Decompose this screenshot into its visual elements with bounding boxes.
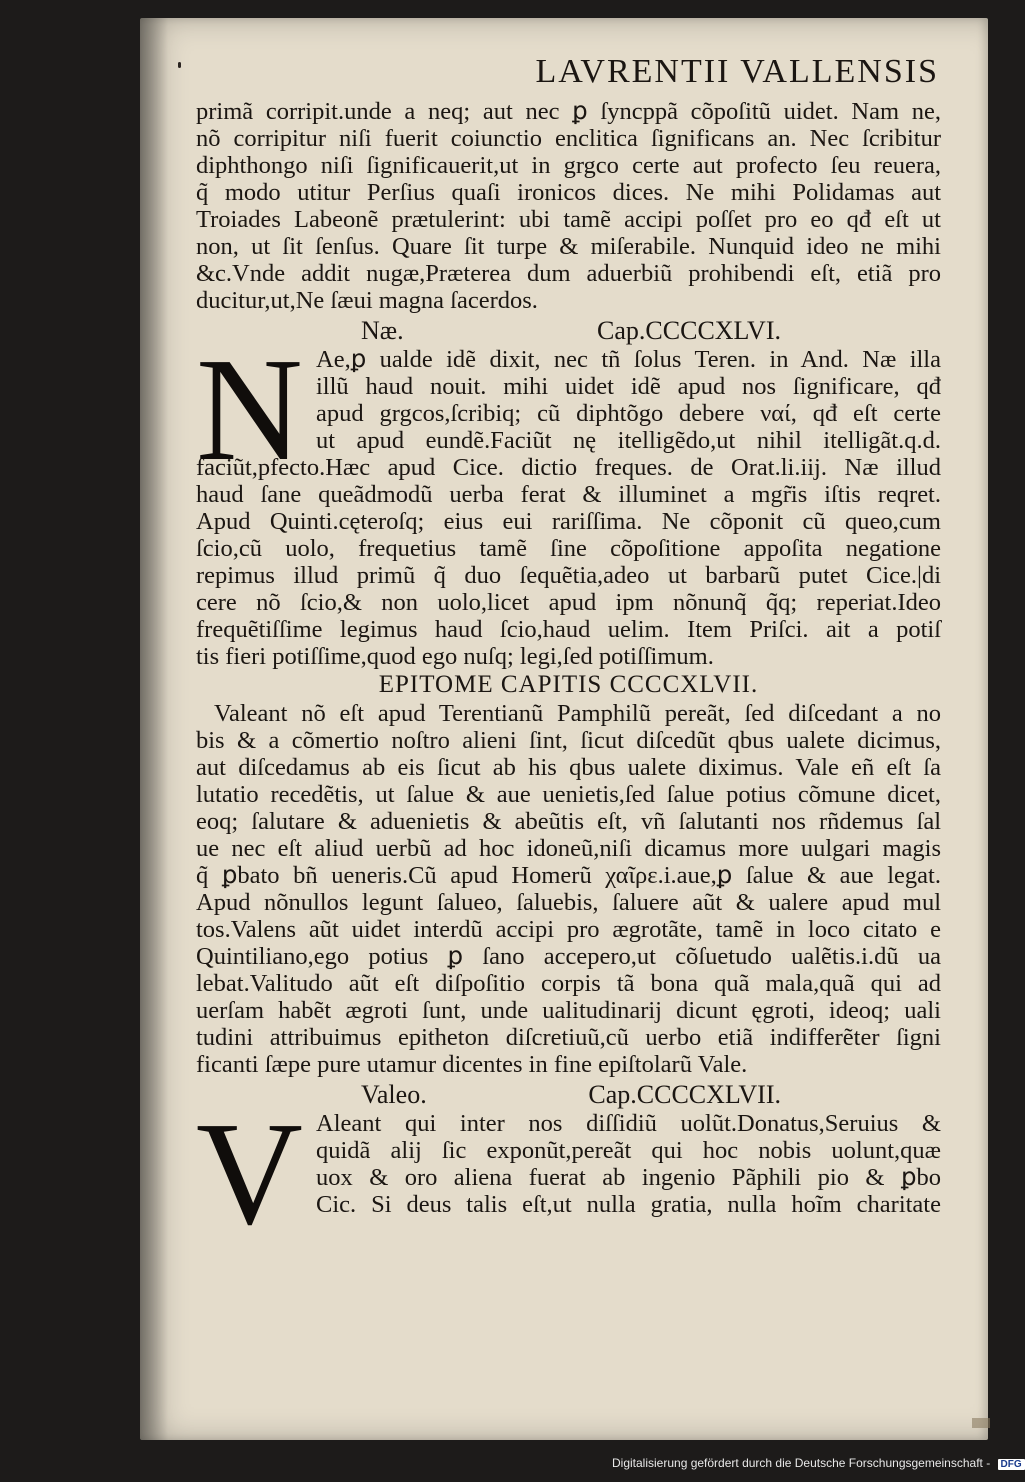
- text-line: primã corripit.unde a neq; aut nec ꝑ ſyncppã cõpoſitũ uidet. Nam ne,: [196, 98, 941, 125]
- credit-text: Digitalisierung gefördert durch die Deutsche Forschungsgemeinschaft -: [612, 1456, 991, 1470]
- text-line: illũ haud nouit. mihi uidet idẽ apud nos ſignificare, qđ: [316, 373, 941, 400]
- text-line: nõ corripitur niſi fuerit coiunctio enclitica ſignificans an. Nec ſcribitur: [196, 125, 941, 152]
- text-line: faciũt,pfecto.Hæc apud Cice. dictio freques. de Orat.li.iij. Næ illud: [196, 454, 941, 481]
- text-line: quidã alij ſic exponũt,pereãt qui hoc nobis uolunt,quæ: [316, 1137, 941, 1164]
- text-line: uerſam habẽt ægroti ſunt, unde ualitudinarij dicunt ęgroti, ideoq; uali: [196, 997, 941, 1024]
- chapter-heading-447: [196, 1080, 941, 1110]
- text-line: q̃ modo utitur Perſius quaſi ironicos dices. Ne mihi Polidamas aut: [196, 179, 941, 206]
- text-line: ficanti ſæpe pure utamur dicentes in fine epiſtolarũ Vale.: [196, 1051, 748, 1078]
- text-line: Apud nõnullos legunt ſalueo, ſaluebis, ſaluere aũt & ualere apud mul: [196, 889, 941, 916]
- text-line: repimus illud primũ q̃ duo ſequẽtia,adeo ut barbarũ putet Cice.|di: [196, 562, 941, 589]
- epitome-body: [196, 700, 941, 1078]
- text-line: eoq; ſalutare & aduenietis & abeũtis eſt, vñ ſalutanti nos rñdemus ſal: [196, 808, 941, 835]
- drop-cap-initial: V: [196, 1092, 303, 1256]
- page-content: [196, 50, 941, 1256]
- text-line: Cic. Si deus talis eſt,ut nulla gratia, nulla hoĩm charitate: [316, 1191, 941, 1218]
- chapter-number: Cap.CCCCXLVI.: [597, 316, 781, 345]
- text-line: tudini attribuimus epitheton diſcretiuũ,cũ uerbo etiã indifferẽter ſigni: [196, 1024, 941, 1051]
- text-line: ducitur,ut,Ne ſæui magna ſacerdos.: [196, 287, 538, 314]
- text-line: uox & oro aliena fuerat ab ingenio Pãphili pio & ꝑbo: [316, 1164, 941, 1191]
- text-line: Aleant qui inter nos diſſidiũ uolũt.Donatus,Seruius &: [316, 1110, 941, 1137]
- chapter-number: Cap.CCCCXLVII.: [588, 1080, 781, 1109]
- chapter-word: Næ.: [361, 316, 404, 345]
- text-line: ſcio,cũ uolo, frequetius tamẽ ſine cõpoſitione appoſita negatione: [196, 535, 941, 562]
- text-line: tos.Valens aũt uidet interdũ accipi pro ægrotãte, tamẽ in loco citato e: [196, 916, 941, 943]
- page-gutter-shadow: [140, 18, 168, 1440]
- text-line: non, ut ſit ſenſus. Quare ſit turpe & miſerabile. Nunquid ideo ne mihi: [196, 233, 941, 260]
- text-line: frequẽtiſſime legimus haud ſcio,haud uelim. Item Priſci. ait a potiſ: [196, 616, 941, 643]
- text-line: bis & a cõmertio noſtro alieni ſint, ſicut diſcedũt qbus ualete dicimus,: [196, 727, 941, 754]
- text-line: Apud Quinti.cęteroſq; eius eui rariſſima. Ne cõponit cũ queo,cum: [196, 508, 941, 535]
- text-line: lutatio recedẽtis, ut ſalue & aue uenietis,ſed ſalue potius cõmune dicet,: [196, 781, 941, 808]
- text-line: Quintiliano,ego potius ꝑ ſano accepero,ut cõſuetudo ualẽtis.i.dũ ua: [196, 943, 941, 970]
- color-scale-marker: [972, 1418, 990, 1428]
- text-line: haud ſane queãdmodũ uerba ferat & illuminet a mgr̃is iſtis reqret.: [196, 481, 941, 508]
- text-line: Valeant nõ eſt apud Terentianũ Pamphilũ pereãt, ſed diſcedant a no: [214, 700, 941, 727]
- chapter-heading-446: [196, 316, 941, 346]
- text-block-1: [196, 98, 941, 314]
- text-line: cere nõ ſcio,& non uolo,licet apud ipm nõnunq̃ q̃q; reperiat.Ideo: [196, 589, 941, 616]
- chapter-word: Valeo.: [361, 1080, 427, 1109]
- text-line: tis fieri potiſſime,quod ego nuſq; legi,ſed potiſſimum.: [196, 643, 714, 670]
- text-line: Ae,ꝑ ualde idẽ dixit, nec tñ ſolus Teren. in And. Næ illa: [316, 346, 941, 373]
- drop-cap-initial: N: [196, 328, 303, 492]
- text-line: diphthongo niſi ſignificauerit,ut in grgco certe aut profecto ſeu reuera,: [196, 152, 941, 179]
- text-line: Troiades Labeonẽ prætulerint: ubi tamẽ accipi poſſet pro eo qđ eſt ut: [196, 206, 941, 233]
- text-line: &c.Vnde addit nugæ,Præterea dum aduerbiũ prohibendi eſt, etiã pro: [196, 260, 941, 287]
- dfg-logo: DFG: [998, 1459, 1025, 1470]
- text-line: ut apud eundẽ.Faciũt nę itelligẽdo,ut nihil itelligãt.q.d.: [316, 427, 941, 454]
- text-line: ue nec eſt aliud uerbũ ad hoc idoneũ,niſi dicamus more uulgari magis: [196, 835, 941, 862]
- running-head: LAVRENTII VALLENSIS: [535, 53, 939, 90]
- text-line: lebat.Valitudo aũt eſt diſpoſitio corpis tã bona quã mala,quã qui ad: [196, 970, 941, 997]
- digitization-credit: [612, 1456, 1025, 1470]
- text-line: aut diſcedamus ab eis ſicut ab his qbus ualete diximus. Vale eñ eſt ſa: [196, 754, 941, 781]
- text-line: apud grgcos,ſcribiq; cũ diphtõgo debere ναί, qđ eſt certe: [316, 400, 941, 427]
- text-line: q̃ ꝑbato bñ ueneris.Cũ apud Homerũ χαῖρε.i.aue,ꝑ ſalue & aue legat.: [196, 862, 941, 889]
- epitome-heading: EPITOME CAPITIS CCCCXLVII.: [378, 671, 759, 698]
- ink-spot: [178, 62, 181, 68]
